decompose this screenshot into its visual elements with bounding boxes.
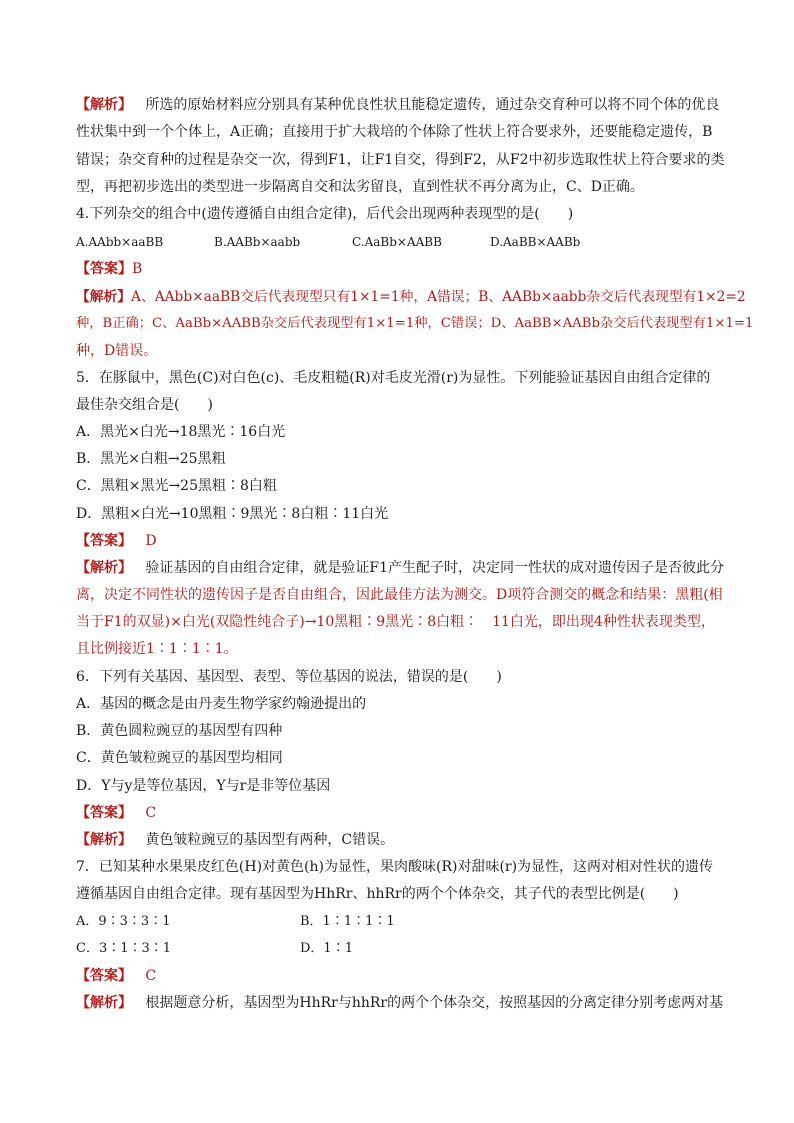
q6-option-c: C．黄色皱粒豌豆的基因型均相同 xyxy=(76,750,283,766)
answer-tag: 【答案】 xyxy=(76,968,132,984)
q6-option-d: D．Y与y是等位基因，Y与r是非等位基因 xyxy=(76,778,331,794)
q5-option-c: C．黑粗×黑光→25黑粗∶8白粗 xyxy=(76,478,277,494)
q7-answer xyxy=(76,966,156,986)
q5-answer xyxy=(76,531,157,551)
q7-analysis: 【解析】 根据题意分析，基因型为HhRr与hhRr的两个个体杂交，按照基因的分离定律分别考虑两对基 xyxy=(76,995,724,1011)
analysis-tag: 【解析】 xyxy=(76,995,132,1011)
q4-option-b: B.AABb×aabb xyxy=(214,235,301,249)
q5-analysis-line-4: 且比例接近1∶1∶1∶1。 xyxy=(76,641,238,657)
q7-option-b: B．1∶1∶1∶1 xyxy=(300,914,395,929)
answer-tag: 【答案】 xyxy=(76,533,132,549)
analysis-tag: 【解析】 xyxy=(76,289,132,305)
q4-option-d: D.AaBB×AABb xyxy=(490,235,581,249)
answer-tag: 【答案】 xyxy=(76,805,132,821)
q3-analysis-line-3: 错误；杂交育种的过程是杂交一次，得到F1，让F1自交，得到F2，从F2中初步选取性状上符合要求的类 xyxy=(76,152,725,168)
q3-analysis-line-4: 型，再把初步选出的类型进一步隔离自交和汰劣留良，直到性状不再分离为止，C、D正确。 xyxy=(76,179,644,195)
answer-tag: 【答案】 xyxy=(76,261,132,277)
q4-analysis-line-2: 种，B正确；C、AaBb×AABB杂交后代表现型有1×1=1种，C错误；D、AaBB×AABb杂交后代表现型有1×1=1 xyxy=(76,316,754,331)
q5-stem-line-1: 5．在豚鼠中，黑色(C)对白色(c)、毛皮粗糙(R)对毛皮光滑(r)为显性。下列能验证基因自由组合定律的 xyxy=(76,370,711,386)
q5-option-a: A．黑光×白光→18黑光∶16白光 xyxy=(76,424,286,440)
q4-stem: 4.下列杂交的组合中(遗传遵循自由组合定律)，后代会出现两种表现型的是( ) xyxy=(76,206,574,222)
q6-stem: 6．下列有关基因、基因型、表型、等位基因的说法，错误的是( ) xyxy=(76,669,502,685)
q6-analysis: 【解析】 黄色皱粒豌豆的基因型有两种，C错误。 xyxy=(76,832,395,848)
q6-option-b: B．黄色圆粒豌豆的基因型有四种 xyxy=(76,723,283,739)
q7-stem-line-1: 7．已知某种水果果皮红色(H)对黄色(h)为显性，果肉酸味(R)对甜味(r)为显性，这两对相对性状的遗传 xyxy=(76,859,714,875)
analysis-tag: 【解析】 xyxy=(76,832,132,848)
q3-analysis-line-1: 【解析】 所选的原始材料应分别具有某种优良性状且能稳定遗传，通过杂交育种可以将不同个体的优良 xyxy=(76,97,720,113)
q5-answer-value: D xyxy=(145,533,157,549)
q5-analysis-line-3: 当于F1的双显)×白光(双隐性纯合子)→10黑粗∶9黑光∶8白粗∶ 11白光，即出现4种性状表现类型， xyxy=(76,614,715,630)
analysis-tag: 【解析】 xyxy=(76,97,132,113)
q7-option-c: C．3∶1∶3∶1 xyxy=(76,941,172,956)
q7-answer-value: C xyxy=(145,968,157,984)
q5-analysis-line-2: 离，决定不同性状的遗传因子是否自由组合，因此最佳方法为测交。D项符合测交的概念和结果：黑粗(相 xyxy=(76,587,723,603)
q4-answer xyxy=(76,259,142,279)
q4-analysis-line-3: 种，D错误。 xyxy=(76,343,158,359)
q4-option-c: C.AaBb×AABB xyxy=(352,235,442,249)
q6-answer-value: C xyxy=(145,805,157,821)
q5-option-d: D．黑粗×白光→10黑粗∶9黑光∶8白粗∶11白光 xyxy=(76,506,389,522)
q4-analysis-line-1: 【解析】A、AAbb×aaBB交后代表现型只有1×1=1种，A错误；B、AABb×aabb杂交后代表现型有1×2=2 xyxy=(76,289,746,305)
q5-stem-line-2: 最佳杂交组合是( ) xyxy=(76,397,213,413)
q7-option-a: A．9∶3∶3∶1 xyxy=(76,914,171,929)
q3-analysis-line-2: 性状集中到一个个体上，A正确；直接用于扩大栽培的个体除了性状上符合要求外，还要能稳定遗传，B xyxy=(76,124,713,140)
q4-option-a: A.AAbb×aaBB xyxy=(76,235,164,249)
q5-option-b: B．黑光×白粗→25黑粗 xyxy=(76,451,226,467)
q7-stem-line-2: 遵循基因自由组合定律。现有基因型为HhRr、hhRr的两个个体杂交，其子代的表型比例是( ) xyxy=(76,886,679,902)
q4-answer-value: B xyxy=(132,261,143,277)
q6-option-a: A．基因的概念是由丹麦生物学家约翰逊提出的 xyxy=(76,696,367,712)
q7-option-d: D．1∶1 xyxy=(300,941,353,956)
q5-analysis-line-1: 【解析】 验证基因的自由组合定律，就是验证F1产生配子时，决定同一性状的成对遗传因子是否彼此分 xyxy=(76,560,724,576)
q6-answer xyxy=(76,803,156,823)
analysis-tag: 【解析】 xyxy=(76,560,132,576)
